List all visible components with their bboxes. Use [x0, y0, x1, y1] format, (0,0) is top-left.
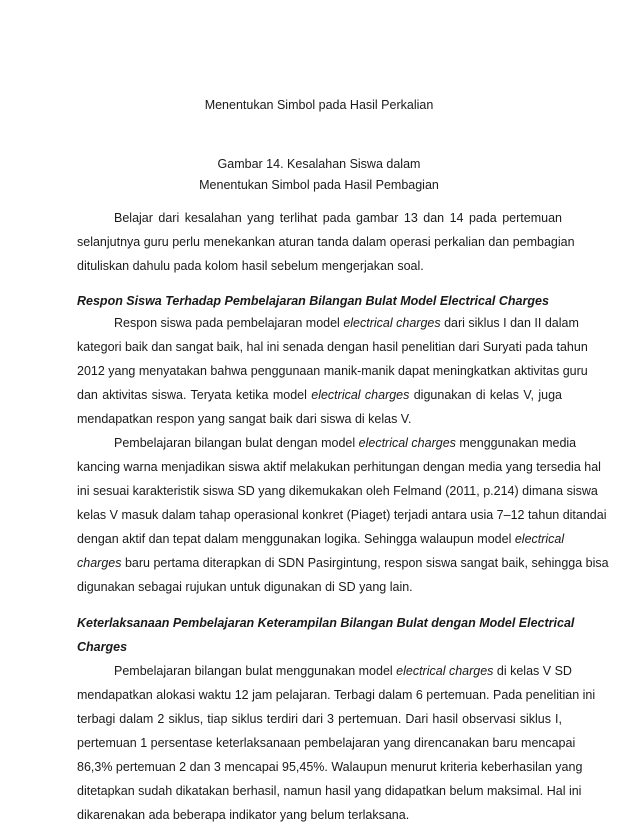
paragraph-line: dikarenakan ada beberapa indikator yang belum terlaksana. — [77, 808, 410, 822]
paragraph-line: mendapatkan respon yang sangat baik dari siswa di kelas V. — [77, 412, 412, 426]
paragraph-line: ditetapkan sudah dikatakan berhasil, namun hasil yang didapatkan belum maksimal. Hal ini — [77, 784, 582, 798]
paragraph-line: charges baru pertama diterapkan di SDN Pasirgintung, respon siswa sangat baik, sehingga bisa — [77, 556, 609, 570]
paragraph-line: Belajar dari kesalahan yang terlihat pada gambar 13 dan 14 pada pertemuan — [114, 211, 562, 225]
paragraph-line: ini sesuai karakteristik siswa SD yang dikemukakan oleh Felmand (2011, p.214) dimana siswa — [77, 484, 598, 498]
figure-caption-line-2: Menentukan Simbol pada Hasil Pembagian — [199, 178, 439, 192]
section-heading-respon: Respon Siswa Terhadap Pembelajaran Bilangan Bulat Model Electrical Charges — [77, 294, 549, 308]
paragraph-line: dan aktivitas siswa. Teryata ketika model electrical charges digunakan di kelas V, juga — [77, 388, 562, 402]
paragraph-line: 86,3% pertemuan 2 dan 3 mencapai 95,45%. Walaupun menurut kriteria keberhasilan yang — [77, 760, 583, 774]
paragraph-line: Pembelajaran bilangan bulat menggunakan model electrical charges di kelas V SD — [114, 664, 572, 678]
paragraph-line: kancing warna menjadikan siswa aktif melakukan perhitungan dengan media yang tersedia hal — [77, 460, 601, 474]
section-heading-keterlaksanaan-line-1: Keterlaksanaan Pembelajaran Keterampilan Bilangan Bulat dengan Model Electrical — [77, 616, 575, 630]
paragraph-line: Pembelajaran bilangan bulat dengan model electrical charges menggunakan media — [114, 436, 577, 450]
paragraph-line: selanjutnya guru perlu menekankan aturan tanda dalam operasi perkalian dan pembagian — [77, 235, 575, 249]
paragraph-line: dengan aktif dan tepat dalam menggunakan logika. Sehingga walaupun model electrical — [77, 532, 565, 546]
paragraph-line: pertemuan 1 persentase keterlaksanaan pembelajaran yang direncanakan baru mencapai — [77, 736, 576, 750]
section-heading-keterlaksanaan-line-2: Charges — [77, 640, 128, 654]
paragraph-line: mendapatkan alokasi waktu 12 jam pelajaran. Terbagi dalam 6 pertemuan. Pada penelitian ini — [77, 688, 596, 702]
figure-caption-line-1: Gambar 14. Kesalahan Siswa dalam — [217, 157, 421, 171]
paragraph-line: kategori baik dan sangat baik, hal ini senada dengan hasil penelitian dari Suryati pada tahun — [77, 340, 588, 354]
paragraph-line: Respon siswa pada pembelajaran model electrical charges dari siklus I dan II dalam — [114, 316, 579, 330]
paragraph-line: terbagi dalam 2 siklus, tiap siklus terdiri dari 3 pertemuan. Dari hasil observasi siklus I, — [77, 712, 562, 726]
image-caption-top: Menentukan Simbol pada Hasil Perkalian — [204, 98, 434, 112]
paragraph-line: dituliskan dahulu pada kolom hasil sebelum mengerjakan soal. — [77, 259, 424, 273]
paragraph-line: 2012 yang menyatakan bahwa penggunaan manik-manik dapat meningkatkan aktivitas guru — [77, 364, 588, 378]
paragraph-line: kelas V masuk dalam tahap operasional konkret (Piaget) terjadi antara usia 7–12 tahun ditandai — [77, 508, 607, 522]
paragraph-line: digunakan sebagai rujukan untuk digunakan di SD yang lain. — [77, 580, 413, 594]
